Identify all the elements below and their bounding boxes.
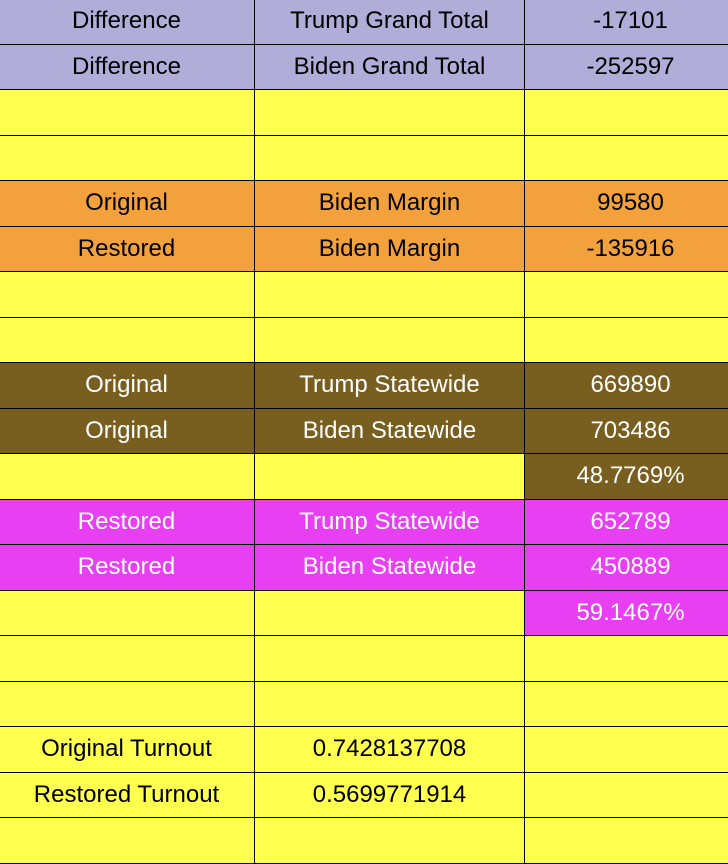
empty-cell[interactable] — [255, 636, 525, 682]
cell-metric[interactable]: Biden Grand Total — [255, 44, 525, 90]
empty-cell[interactable] — [525, 727, 728, 773]
cell-turnout-label[interactable]: Restored Turnout — [0, 772, 255, 818]
cell-label[interactable]: Difference — [0, 44, 255, 90]
cell-label[interactable]: Original — [0, 181, 255, 227]
empty-cell[interactable] — [255, 272, 525, 318]
empty-cell[interactable] — [525, 818, 728, 864]
empty-cell[interactable] — [255, 454, 525, 500]
cell-metric[interactable]: Biden Statewide — [255, 545, 525, 591]
table-row — [0, 590, 728, 636]
cell-label[interactable]: Original — [0, 363, 255, 409]
empty-cell[interactable] — [255, 90, 525, 136]
table-row — [0, 727, 728, 773]
empty-cell[interactable] — [0, 90, 255, 136]
table-row — [0, 772, 728, 818]
table-row — [0, 408, 728, 454]
cell-label[interactable]: Original — [0, 408, 255, 454]
table-row — [0, 135, 728, 181]
cell-value[interactable]: -252597 — [525, 44, 728, 90]
table-row — [0, 681, 728, 727]
cell-percentage[interactable]: 59.1467% — [525, 590, 728, 636]
empty-cell[interactable] — [0, 135, 255, 181]
table-row — [0, 818, 728, 864]
cell-value[interactable]: 652789 — [525, 499, 728, 545]
table-row — [0, 636, 728, 682]
empty-cell[interactable] — [255, 818, 525, 864]
table-row — [0, 181, 728, 227]
empty-cell[interactable] — [0, 681, 255, 727]
cell-turnout-value[interactable]: 0.5699771914 — [255, 772, 525, 818]
empty-cell[interactable] — [255, 317, 525, 363]
empty-cell[interactable] — [525, 90, 728, 136]
empty-cell[interactable] — [0, 818, 255, 864]
empty-cell[interactable] — [525, 135, 728, 181]
cell-metric[interactable]: Biden Statewide — [255, 408, 525, 454]
empty-cell[interactable] — [0, 454, 255, 500]
cell-value[interactable]: 450889 — [525, 545, 728, 591]
cell-metric[interactable]: Trump Statewide — [255, 363, 525, 409]
table-row — [0, 317, 728, 363]
table-row — [0, 44, 728, 90]
cell-turnout-label[interactable]: Original Turnout — [0, 727, 255, 773]
table-row — [0, 0, 728, 44]
empty-cell[interactable] — [0, 317, 255, 363]
cell-value[interactable]: -135916 — [525, 226, 728, 272]
cell-value[interactable]: 99580 — [525, 181, 728, 227]
empty-cell[interactable] — [0, 636, 255, 682]
cell-label[interactable]: Restored — [0, 545, 255, 591]
cell-metric[interactable]: Trump Statewide — [255, 499, 525, 545]
cell-metric[interactable]: Biden Margin — [255, 226, 525, 272]
cell-value[interactable]: -17101 — [525, 0, 728, 44]
cell-label[interactable]: Restored — [0, 499, 255, 545]
table-row — [0, 363, 728, 409]
empty-cell[interactable] — [255, 590, 525, 636]
table-row — [0, 545, 728, 591]
table-row — [0, 272, 728, 318]
empty-cell[interactable] — [525, 681, 728, 727]
empty-cell[interactable] — [0, 272, 255, 318]
empty-cell[interactable] — [525, 772, 728, 818]
cell-value[interactable]: 669890 — [525, 363, 728, 409]
cell-turnout-value[interactable]: 0.7428137708 — [255, 727, 525, 773]
empty-cell[interactable] — [255, 681, 525, 727]
cell-percentage[interactable]: 48.7769% — [525, 454, 728, 500]
empty-cell[interactable] — [255, 135, 525, 181]
cell-metric[interactable]: Trump Grand Total — [255, 0, 525, 44]
cell-value[interactable]: 703486 — [525, 408, 728, 454]
table-row — [0, 499, 728, 545]
table-row — [0, 90, 728, 136]
cell-label[interactable]: Difference — [0, 0, 255, 44]
cell-label[interactable]: Restored — [0, 226, 255, 272]
table-row — [0, 454, 728, 500]
cell-metric[interactable]: Biden Margin — [255, 181, 525, 227]
empty-cell[interactable] — [525, 272, 728, 318]
empty-cell[interactable] — [525, 317, 728, 363]
table-row — [0, 226, 728, 272]
empty-cell[interactable] — [0, 590, 255, 636]
empty-cell[interactable] — [525, 636, 728, 682]
